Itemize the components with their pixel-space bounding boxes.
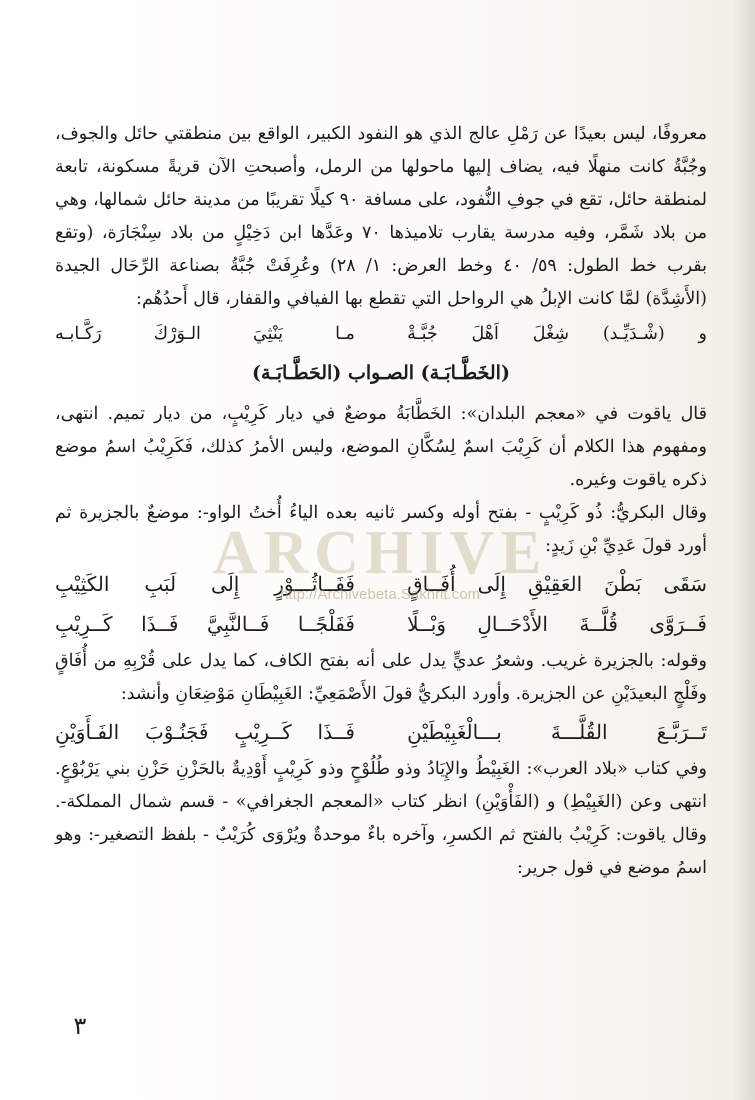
verse-line-1 xyxy=(55,318,707,351)
watermark-title: ARCHIVE xyxy=(212,519,548,587)
watermark-url: http://Archivebeta.Sakhrit.com xyxy=(279,586,481,603)
verse-line-3 xyxy=(55,605,707,643)
verse-1-left-hemistich: مـا يَنْثِيَ الـوَرْكَ رَكَّـابـه xyxy=(55,324,355,344)
verse-4-right-hemistich: تَــرَبَّـعَ القُلَّـــةَ بـــالْغَبِيْطَيْنِ xyxy=(407,720,707,744)
verse-2-right-hemistich: سَقَى بَطْنَ العَقِيْقِ إِلَى أُفَــاقٍ xyxy=(407,572,707,596)
page-spine-shadow xyxy=(733,0,755,1100)
verse-2-left-hemistich: فَفَــاثُـــوْرٍ إِلَى لَبَبِ الكَثِيْبِ xyxy=(55,572,355,596)
verse-1-right-hemistich: و (شْـدَيِّـد) شِغْلَ اَهْلَ جُبَّـةْ xyxy=(407,324,707,344)
verse-3-left-hemistich: فَفَلْجًــا فَــالنَّبِيَّ فَــذَا كَــرِيْبِ xyxy=(55,612,355,636)
paragraph-commentary: وقوله: بالجزيرة غريب. وشعرُ عديٍّ يدل على أنه بفتح الكاف، كما يدل على قُرْبِهِ من أُفَاقٍ وفَلْجٍ البعيدَيْنِ عن الجزيرة. وأورد البكريُّ قولَ الأَصْمَعِيِّ: الغَبِيْطَانِ مَوْضِعَانِ وأنشد: xyxy=(55,651,707,704)
page-content xyxy=(55,118,707,885)
verse-line-4 xyxy=(55,713,707,751)
paragraph-yaqut-quote: قال ياقوت في «معجم البلدان»: الخَطَّابَةُ موضعٌ في ديار كَرِيْبٍ، من ديار تميم. انتهى، ومفهوم هذا الكلام أن كَرِيْبَ اسمٌ لِسُكَّانِ الموضع، وليس الأمرُ كذلك، فَكَرِيْبُ اسمُ موضع ذكره ياقوت وغيره. xyxy=(55,404,707,490)
section-heading: (الخَطَّـابَـة) الصـواب (الحَطَّـابَـة) xyxy=(252,362,510,384)
paragraph-jubbah-description: معروفًا، ليس بعيدًا عن رَمْلِ عالج الذي هو النفود الكبير، الواقع بين منطقتي حائل والجوف، وجُبَّةُ كانت منهلًا فيه، يضاف إليها ماحولها من الرمل، وأصبحتِ الآن قريةً مسكونة، تابعة لمنطقة حائل، تقع في جوفِ النُّفود، على مسافة ٩٠ كيلًا تقريبًا من مدينة حائل شمالها، وهي من بلاد شَمَّر، وفيه مدرسة يقارب تلاميذها ٧٠ وعَدَّها ابن دَخِيْلٍ من بلاد سِنْجَارَة، (وتقع بقرب خط الطول: ٥٩/ ٤٠ وخط العرض: ١/ ٢٨) وعُرِفَتْ جُبَّةُ بصناعة الرِّحَال الجيدة (الأَشِدَّة) لمَّا كانت الإبلُ هي الرواحل التي تقطع بها الفيافي والقفار، قال أَحدُهُم: xyxy=(55,124,707,309)
verse-4-left-hemistich: فَــذَا كَــرِيْبٍ فَجَنُـوْبَ الفَـأَوَيْنِ xyxy=(55,720,355,744)
page-number: ٣ xyxy=(73,1012,87,1040)
paragraph-bilad-al-arab: وفي كتاب «بلاد العرب»: الغَبِيْطُ والإِيَادُ وذو طُلُوْحٍ وذو كَرِيْبٍ أَوْدِيةٌ بالحَزْنِ حَزْنِ بني يَرْبُوْعٍ. انتهى وعن (الغَبِيْطِ) و (الفَأْوَيْنِ) انظر كتاب «المعجم الجغرافي» - قسم شمال المملكة-. وقال ياقوت: كَرِيْبُ بالفتح ثم الكسرِ، وآخره باءٌ موحدةٌ ويُرْوَى كُرَيْبٌ - بلفظ التصغير-: وهو اسمُ موضع في قول جرير: xyxy=(55,759,707,878)
paragraph-bakri-quote: وقال البكريُّ: ذُو كَرِيْبٍ - بفتح أوله وكسر ثانيه بعده الياءُ أُختُ الواو-: موضعٌ بالجزيرة ثم أورد قولَ عَدِيِّ بْنِ زَيدٍ: xyxy=(55,503,707,556)
verse-3-right-hemistich: فَــرَوَّى قُلَّــةَ الأَدْحَــالِ وَبْــلًا xyxy=(407,612,707,636)
verse-line-2 xyxy=(55,565,707,603)
